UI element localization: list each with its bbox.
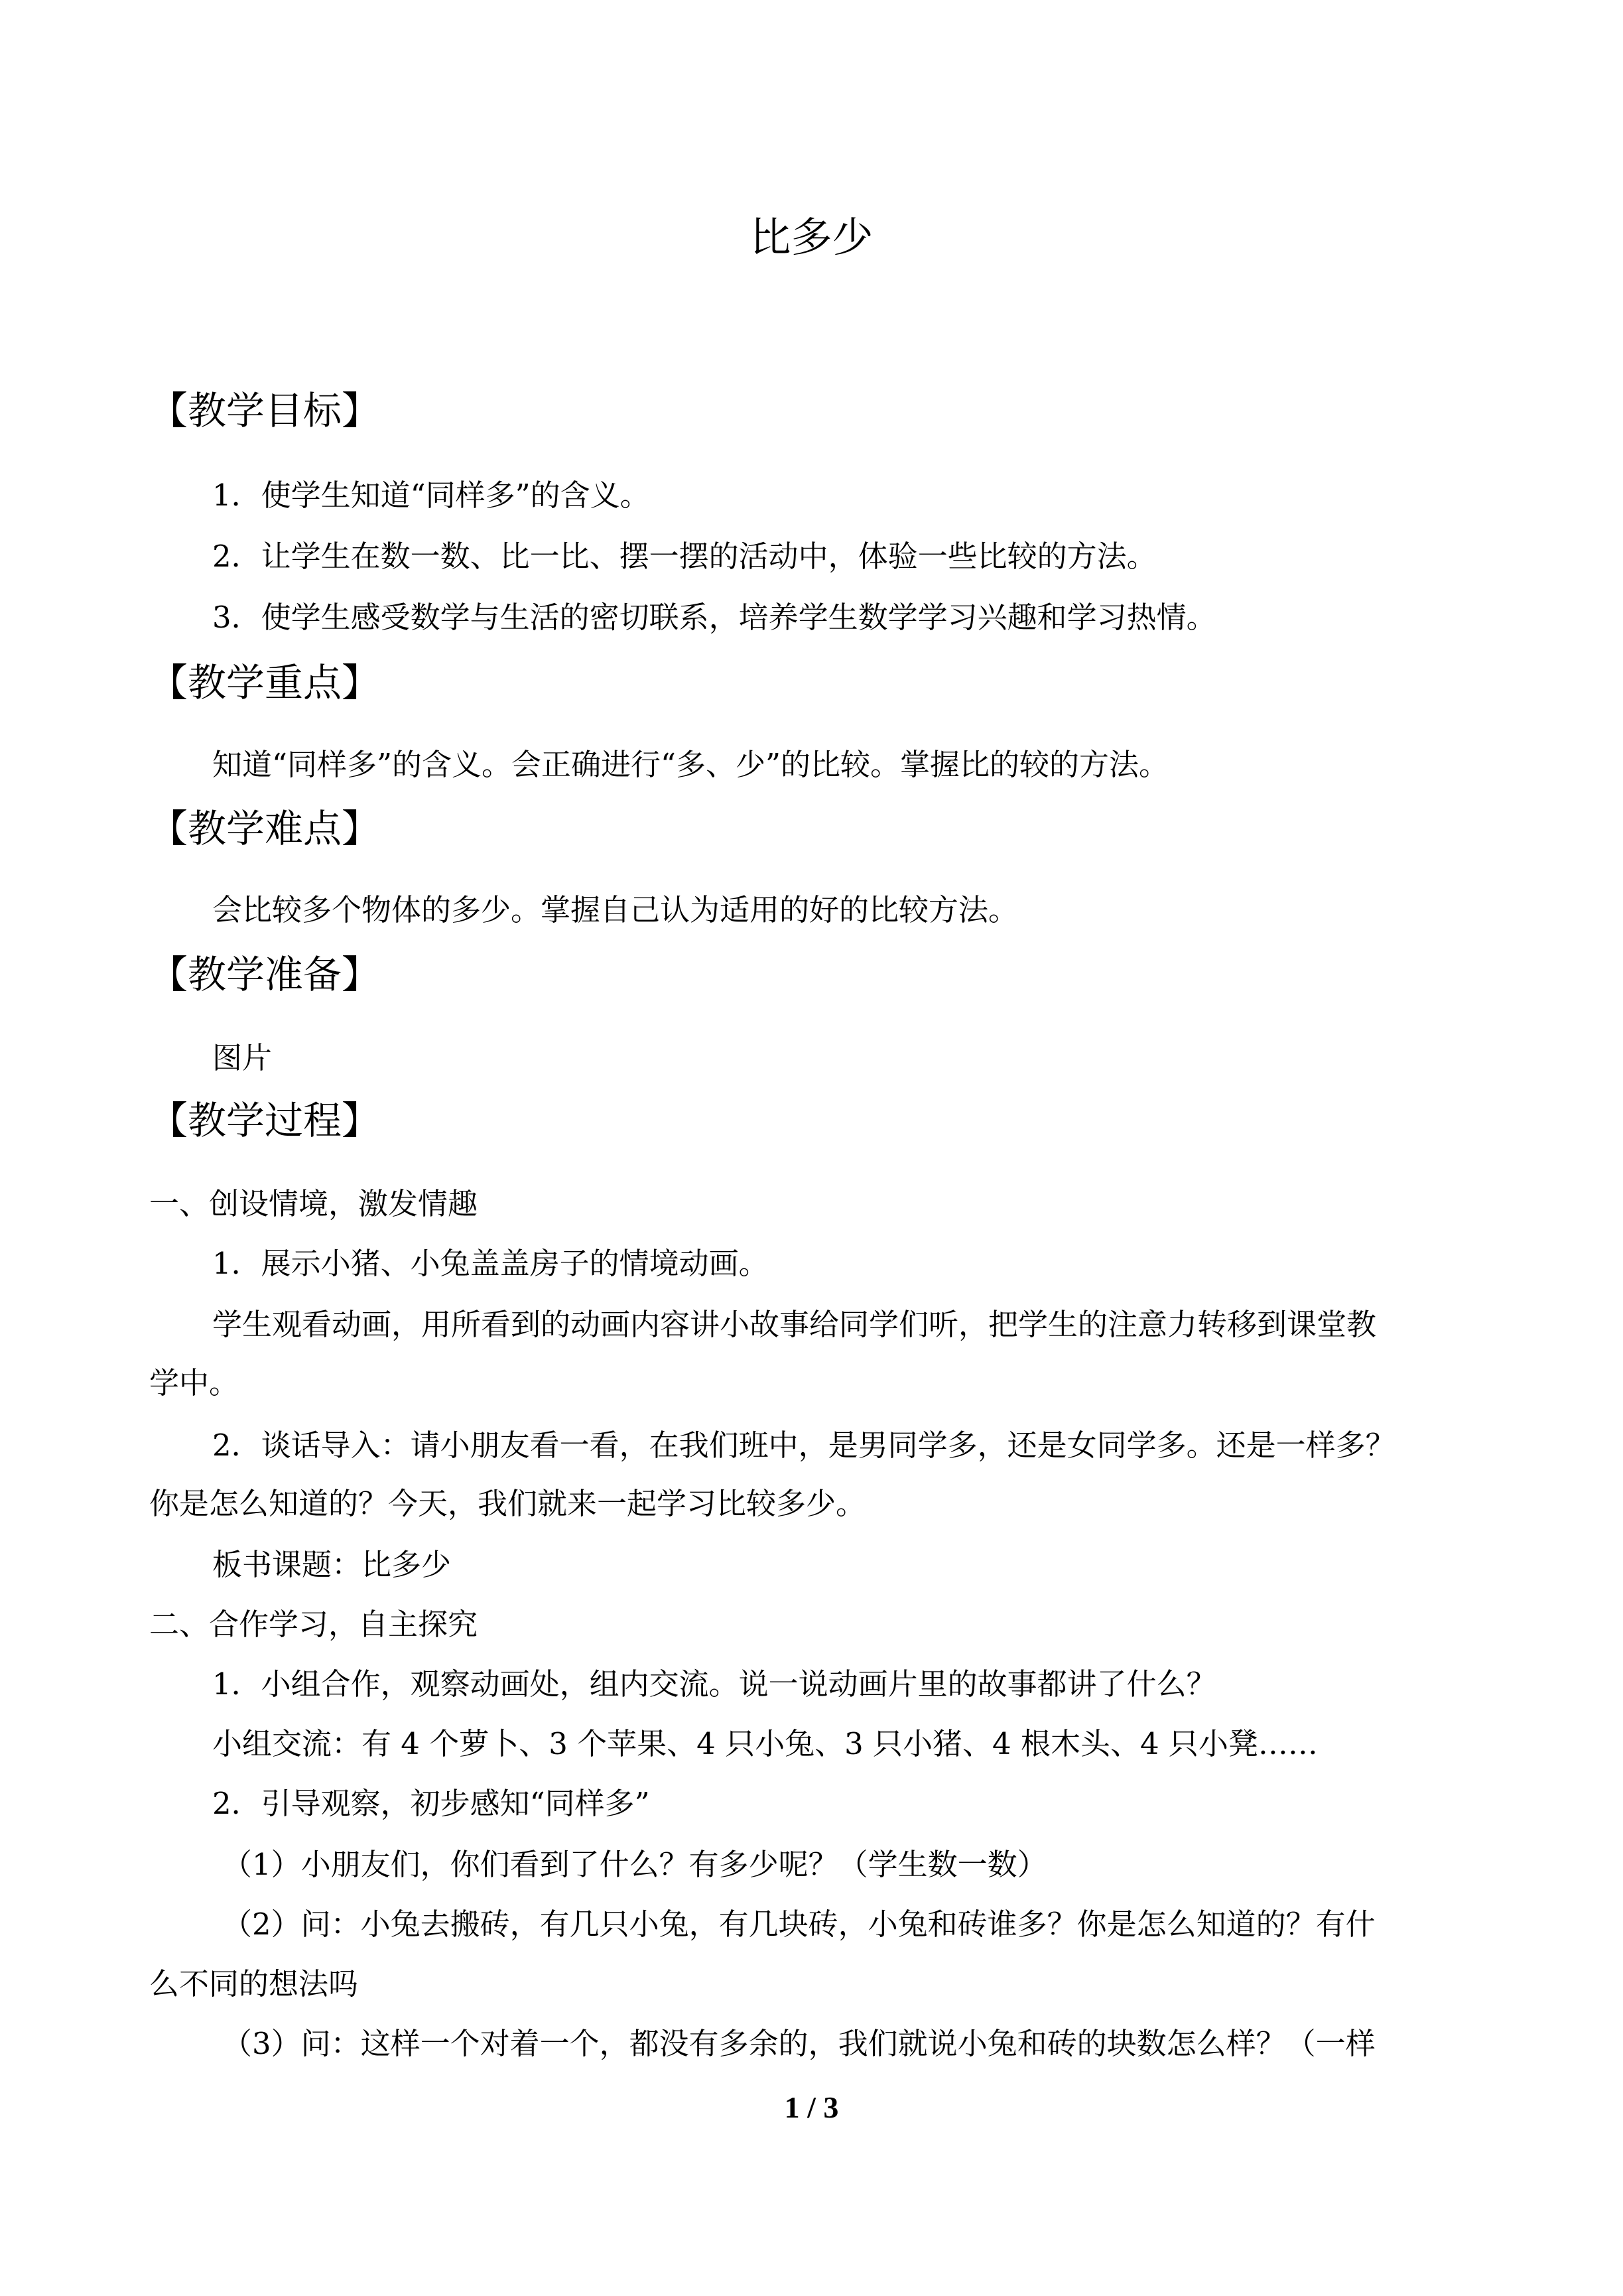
heading-difficulty: 【教学难点】 (149, 806, 381, 851)
section-2-group-exchange: 小组交流：有 4 个萝卜、3 个苹果、4 只小兔、3 只小猪、4 根木头、4 只小凳…… (212, 1726, 1318, 1761)
difficulty-text: 会比较多个物体的多少。掌握自己认为适用的好的比较方法。 (212, 892, 1019, 927)
heading-preparation: 【教学准备】 (149, 952, 381, 997)
question-3-line-1: （3）问：这样一个对着一个，都没有多余的，我们就说小兔和砖的块数怎么样？（一样 (222, 2026, 1376, 2061)
heading-process: 【教学过程】 (149, 1098, 381, 1143)
heading-goals: 【教学目标】 (149, 388, 381, 433)
section-2-item-1: 1．小组合作，观察动画处，组内交流。说一说动画片里的故事都讲了什么？ (212, 1666, 1216, 1702)
section-1-paragraph-line-1: 学生观看动画，用所看到的动画内容讲小故事给同学们听，把学生的注意力转移到课堂教 (212, 1307, 1377, 1342)
section-1-item-2-line-2: 你是怎么知道的？今天，我们就来一起学习比较多少。 (149, 1486, 866, 1521)
section-2-title: 二、合作学习，自主探究 (149, 1607, 478, 1642)
page-number: 1 / 3 (784, 2090, 839, 2124)
question-2-line-1: （2）问：小兔去搬砖，有几只小兔，有几块砖，小兔和砖谁多？你是怎么知道的？有什 (222, 1907, 1376, 1942)
question-2-line-2: 么不同的想法吗 (149, 1966, 359, 2001)
goal-item-3: 3．使学生感受数学与生活的密切联系，培养学生数学学习兴趣和学习热情。 (212, 600, 1216, 635)
key-points-text: 知道“同样多”的含义。会正确进行“多、少”的比较。掌握比的较的方法。 (212, 747, 1169, 782)
section-1-item-2-line-1: 2．谈话导入：请小朋友看一看，在我们班中，是男同学多，还是女同学多。还是一样多？ (212, 1428, 1396, 1463)
goal-item-2: 2．让学生在数一数、比一比、摆一摆的活动中，体验一些比较的方法。 (212, 539, 1157, 574)
heading-key-points: 【教学重点】 (149, 660, 381, 705)
section-1-title: 一、创设情境，激发情趣 (149, 1186, 478, 1221)
section-1-item-1: 1．展示小猪、小兔盖盖房子的情境动画。 (212, 1246, 769, 1281)
page-title: 比多少 (749, 213, 874, 261)
goal-item-1: 1．使学生知道“同样多”的含义。 (212, 478, 650, 513)
section-2-item-2: 2．引导观察，初步感知“同样多” (212, 1786, 650, 1821)
section-1-paragraph-line-2: 学中。 (149, 1365, 239, 1400)
section-1-board-title: 板书课题：比多少 (212, 1547, 452, 1582)
preparation-text: 图片 (212, 1040, 273, 1075)
question-1: （1）小朋友们，你们看到了什么？有多少呢？（学生数一数） (222, 1847, 1047, 1882)
